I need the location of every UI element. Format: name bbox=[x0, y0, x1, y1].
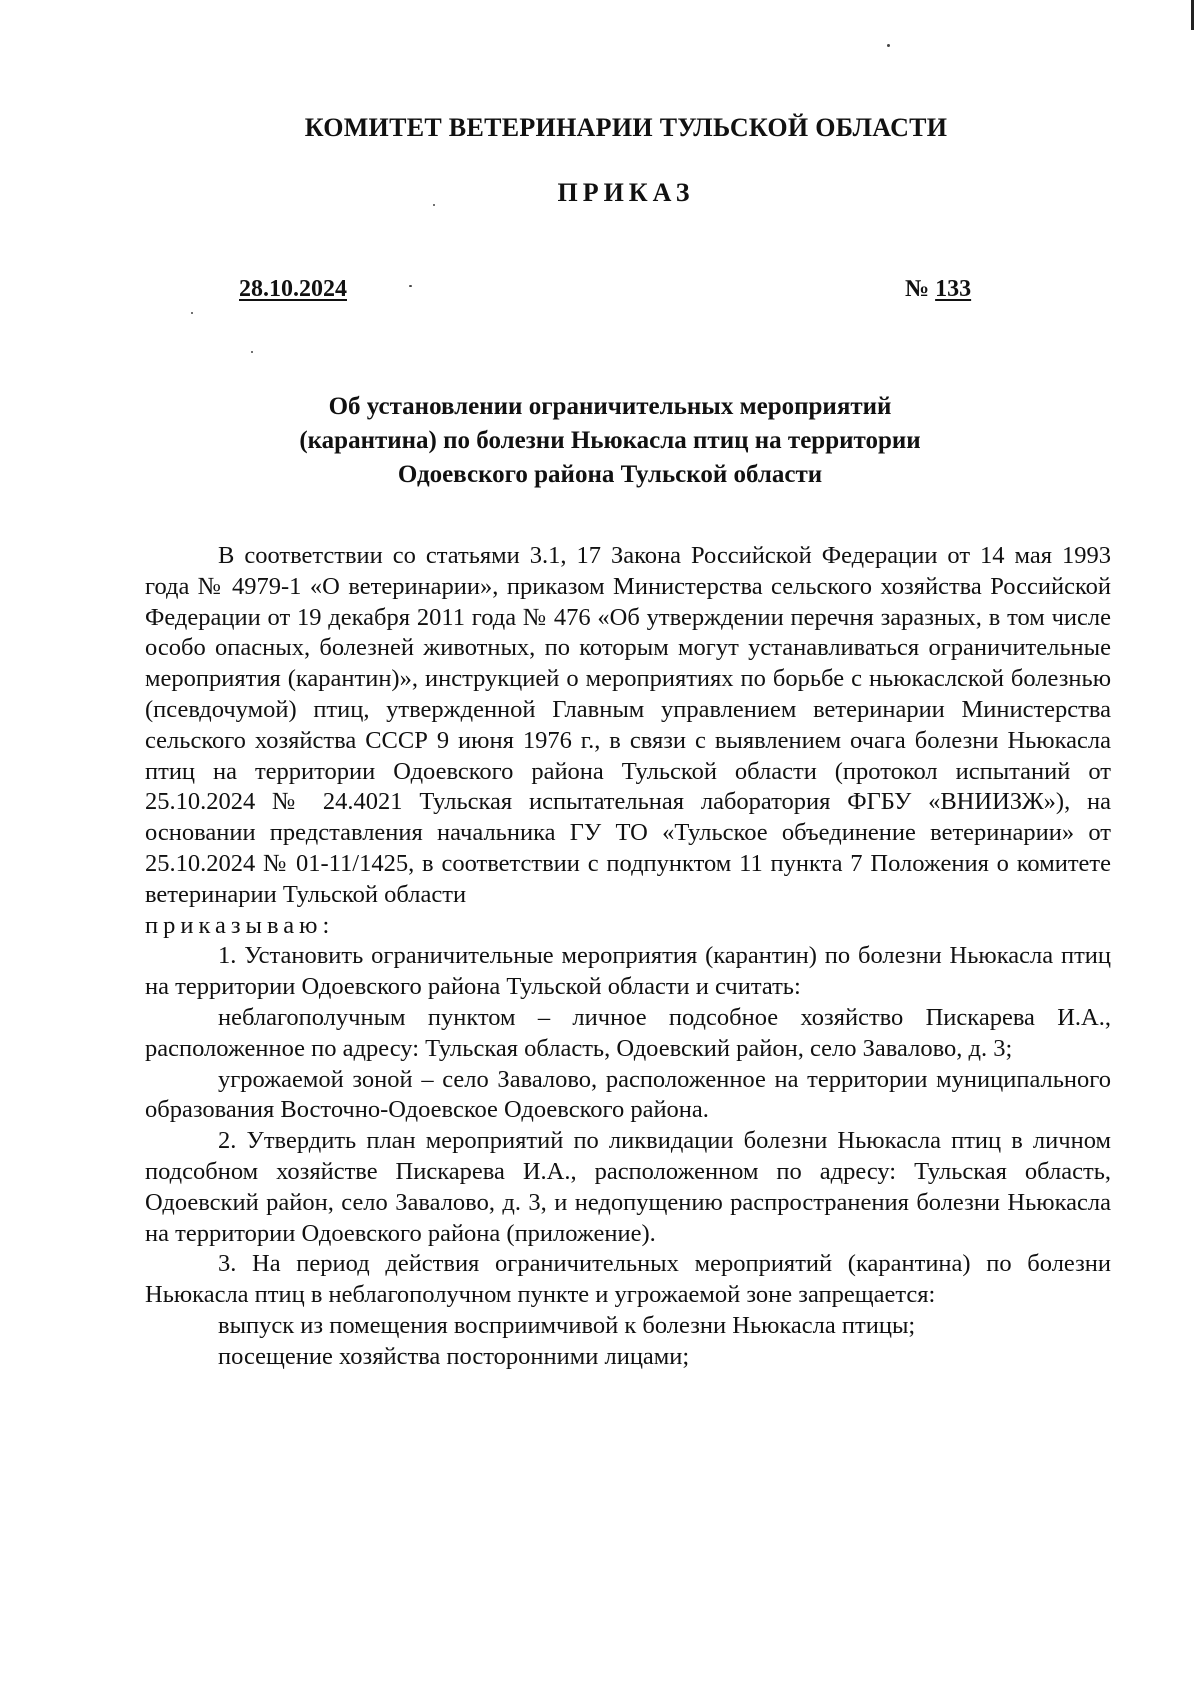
scan-speck bbox=[887, 44, 890, 47]
title-line: Одоевского района Тульской области bbox=[397, 461, 823, 488]
order-word-text: приказываю: bbox=[145, 911, 335, 939]
clause-2: 2. Утвердить план мероприятий по ликвидации болезни Ньюкасла птиц в личном подсобном хозяйстве Пискарева И.А., расположенном по адресу: Тульская область, Одоевский район, село Завалово, д. 3, и недопущению распространения болезни Ньюкасла на территории Одоевского района (приложение). bbox=[145, 1127, 1111, 1247]
organization-heading: КОМИТЕТ ВЕТЕРИНАРИИ ТУЛЬСКОЙ ОБЛАСТИ bbox=[304, 113, 948, 142]
title-line: Об установлении ограничительных мероприятий bbox=[328, 393, 892, 420]
document-date: 28.10.2024 bbox=[239, 276, 347, 302]
preamble-paragraph: В соответствии со статьями 3.1, 17 Закона Российской Федерации от 14 мая 1993 года № 4979-1 «О ветеринарии», приказом Министерства сельского хозяйства Российской Федерации от 19 декабря 2011 года № 476 «Об утверждении перечня заразных, в том числе особо опасных, болезней животных, по которым могут устанавливаться ограничительные мероприятия (карантин)», инструкцией о мероприятиях по борьбе с ньюкаслской болезнью (псевдочумой) птиц, утвержденной Главным управлением ветеринарии Министерства сельского хозяйства СССР 9 июня 1976 г., в связи с выявлением очага болезни Ньюкасла птиц на территории Одоевского района Тульской области (протокол испытаний от 25.10.2024 № 24.4021 Тульская испытательная лаборатория ФГБУ «ВНИИЗЖ»), на основании представления начальника ГУ ТО «Тульское объединение ветеринарии» от 25.10.2024 № 01-11/1425, в соответствии с подпунктом 11 пункта 7 Положения о комитете ветеринарии Тульской области bbox=[145, 542, 1111, 908]
clause-1-subitem: угрожаемой зоной – село Завалово, расположенное на территории муниципального образования Восточно-Одоевское Одоевского района. bbox=[145, 1065, 1111, 1124]
document-number bbox=[905, 276, 971, 303]
clause-3-subitem: выпуск из помещения восприимчивой к болезни Ньюкасла птицы; bbox=[218, 1311, 916, 1339]
scan-speck bbox=[191, 312, 193, 314]
number-sign: № bbox=[905, 276, 930, 302]
scan-edge-mark bbox=[1191, 0, 1194, 30]
document-type: ПРИКАЗ bbox=[557, 178, 695, 207]
document-title bbox=[230, 390, 990, 492]
clause-1-subitem: неблагополучным пунктом – личное подсобное хозяйство Пискарева И.А., расположенное по адресу: Тульская область, Одоевский район, село Завалово, д. 3; bbox=[145, 1003, 1111, 1062]
order-word bbox=[145, 911, 1111, 942]
clause-1: 1. Установить ограничительные мероприятия (карантин) по болезни Ньюкасла птиц на территории Одоевского района Тульской области и считать: bbox=[145, 942, 1111, 1001]
document-body bbox=[145, 541, 1111, 1373]
number-value: 133 bbox=[935, 276, 972, 302]
scan-speck bbox=[409, 285, 412, 287]
clause-3: 3. На период действия ограничительных мероприятий (карантина) по болезни Ньюкасла птиц в неблагополучном пункте и угрожаемой зоне запрещается: bbox=[145, 1250, 1111, 1309]
clause-3-subitem: посещение хозяйства посторонними лицами; bbox=[218, 1342, 690, 1370]
scan-speck bbox=[251, 351, 253, 353]
title-line: (карантина) по болезни Ньюкасла птиц на территории bbox=[299, 427, 921, 454]
